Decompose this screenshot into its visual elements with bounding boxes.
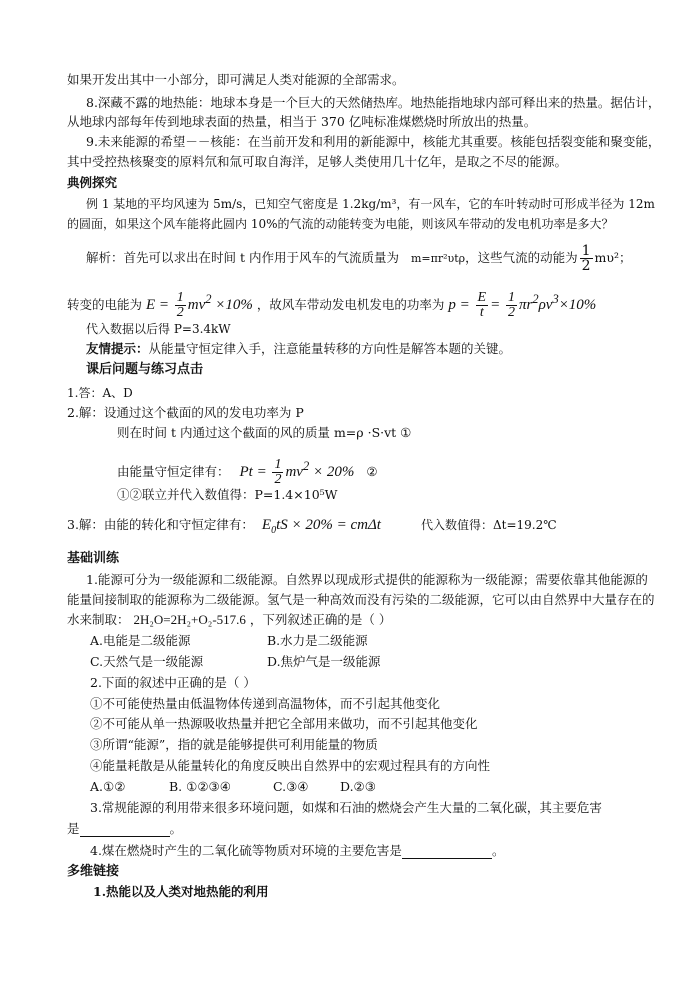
statement-4: ④能量耗散是从能量转化的角度反映出自然界中的宏观过程具有的方向性 xyxy=(90,758,491,773)
multi-link-heading: 多维链接 xyxy=(67,864,120,879)
equation-mark-2: ② xyxy=(366,464,378,479)
tip-line xyxy=(86,341,511,357)
option-a: A.电能是二级能源 xyxy=(90,633,191,648)
analysis-line xyxy=(86,240,632,276)
intro-paragraph-8: 8.深藏不露的地热能：地球本身是一个巨大的天然储热库。地热能指地球内部可释出来的热量。据估计， xyxy=(86,95,661,110)
answer-2-line-3: ①②联立并代入数值得：P=1.4×10⁵W xyxy=(117,487,338,502)
basic-training-heading: 基础训练 xyxy=(67,551,120,566)
question-4-end: 。 xyxy=(491,843,505,858)
answer-3 xyxy=(67,517,557,539)
kinetic-energy-tail: mυ²； xyxy=(594,250,632,265)
answer-2-line-2 xyxy=(117,448,378,488)
water-equation: 2H₂O=2H₂+O₂-517.6 xyxy=(133,612,246,627)
fraction-denominator: 2 xyxy=(581,258,591,274)
q2-option-a: A.①② xyxy=(90,779,126,794)
q2-option-b: B. ①②③④ xyxy=(169,779,231,794)
statement-3: ③所谓“能源”，指的就是能够提供可利用能量的物质 xyxy=(90,737,378,752)
answer-3-result: 代入数值得：Δt=19.2℃ xyxy=(420,518,557,532)
intro-paragraph-9: 9.未来能源的希望－－核能：在当前开发和利用的新能源中，核能尤其重要。核能包括裂变能和聚变能， xyxy=(86,134,661,149)
heat-formula: $E_0tS \times 20\% = cm\Delta t$ xyxy=(261,517,381,536)
electric-energy-line xyxy=(67,279,596,319)
electric-energy-text: 转变的电能为 xyxy=(67,297,143,312)
question-4-text: 4.煤在燃烧时产生的二氧化硫等物质对环境的主要危害是 xyxy=(90,843,402,858)
option-b: B.水力是二级能源 xyxy=(267,633,368,648)
power-text: ，故风车带动发电机发电的功率为 xyxy=(256,297,445,312)
wind-power-formula: Pt = $\frac{1}{2}$ $mv^2 \times 20\%$ xyxy=(239,457,355,488)
tip-text: 从能量守恒定律入手，注意能量转移的方向性是解答本题的关键。 xyxy=(148,341,512,356)
answer-3-text: 3.解：由能的转化和守恒定律有： xyxy=(67,517,254,532)
energy-conservation-text: 由能量守恒定律有： xyxy=(117,464,230,479)
basic-question-3-cont xyxy=(67,821,182,837)
question-1-prompt: ，下列叙述正确的是（ ） xyxy=(249,612,392,627)
basic-question-1: 1.能源可分为一级能源和二级能源。自然界以现成形式提供的能源称为一级能源；需要依靠其他能源的 xyxy=(86,572,648,587)
water-text: 水来制取： xyxy=(67,612,130,627)
example-question: 例 1 某地的平均风速为 5m/s，已知空气密度是 1.2kg/m³，有一风车，它的车叶转动时可形成半径为 12m xyxy=(86,197,655,211)
option-d: D.焦炉气是一级能源 xyxy=(267,654,381,669)
analysis-text-end: ，这些气流的动能为 xyxy=(465,250,578,265)
q2-option-c: C.③④ xyxy=(273,779,309,794)
basic-question-1-cont: 能量间接制取的能源称为二级能源。氢气是一种高效而没有污染的二级能源，它可以由自然界中大量存在的 xyxy=(67,592,655,607)
intro-paragraph-8-cont: 从地球内部每年传到地球表面的热量，相当于 370 亿吨标准煤燃烧时所放出的热量。 xyxy=(67,114,537,129)
statement-1: ①不可能使热量由低温物体传递到高温物体，而不引起其他变化 xyxy=(90,696,441,711)
answer-1: 1.答：A、D xyxy=(67,386,133,400)
example-heading: 典例探究 xyxy=(67,175,118,190)
basic-question-1-cont-2 xyxy=(67,612,391,628)
example-question-cont: 的圆面，如果这个风车能将此圆内 10%的气流的动能转变为电能，则该风车带动的发电机功率是多大？ xyxy=(67,217,614,231)
basic-question-3: 3.常规能源的利用带来很多环境问题，如煤和石油的燃烧会产生大量的二氧化碳，其主要危害 xyxy=(90,800,602,815)
intro-line: 如果开发出其中一小部分，即可满足人类对能源的全部需求。 xyxy=(67,72,405,87)
option-c: C.天然气是一级能源 xyxy=(90,654,204,669)
answer-2: 2.解：设通过这个截面的风的发电功率为 P xyxy=(67,405,304,420)
answer-2-line-1: 则在时间 t 内通过这个截面的风的质量 m=ρ ·S·vt ① xyxy=(117,425,412,440)
analysis-text: 解析：首先可以求出在时间 t 内作用于风车的气流质量为 xyxy=(86,250,399,265)
answer-blank-4[interactable] xyxy=(402,845,492,859)
question-3-end: 。 xyxy=(169,821,183,836)
fraction-numerator: 1 xyxy=(581,243,591,259)
question-3-lead: 是 xyxy=(67,821,80,836)
multi-link-subheading: 1.热能以及人类对地热能的利用 xyxy=(93,884,269,899)
tip-label: 友情提示： xyxy=(86,341,149,356)
after-class-heading: 课后问题与练习点击 xyxy=(86,362,204,377)
mass-formula: m=πr²υtρ xyxy=(410,252,466,265)
power-formula: p = $\frac{E}{t}$ = $\frac{1}{2}$ $\pi r^2\rho v^3\times 10\%$ xyxy=(448,290,597,321)
intro-paragraph-9-cont: 其中受控热核聚变的原料氘和氚可取自海洋，足够人类使用几十亿年，是取之不尽的能源。 xyxy=(67,154,568,169)
basic-question-2: 2.下面的叙述中正确的是（ ） xyxy=(90,675,256,690)
q2-option-d: D.②③ xyxy=(340,779,376,794)
result-line: 代入数据以后得 P=3.4kW xyxy=(86,322,231,336)
energy-formula: E = $\frac{1}{2}$ $mv^2 \times 10\%$ xyxy=(146,290,253,321)
fraction-half xyxy=(580,244,593,273)
statement-2: ②不可能从单一热源吸收热量并把它全部用来做功，而不引起其他变化 xyxy=(90,716,478,731)
answer-blank-3[interactable] xyxy=(80,823,170,837)
basic-question-4 xyxy=(90,843,504,859)
